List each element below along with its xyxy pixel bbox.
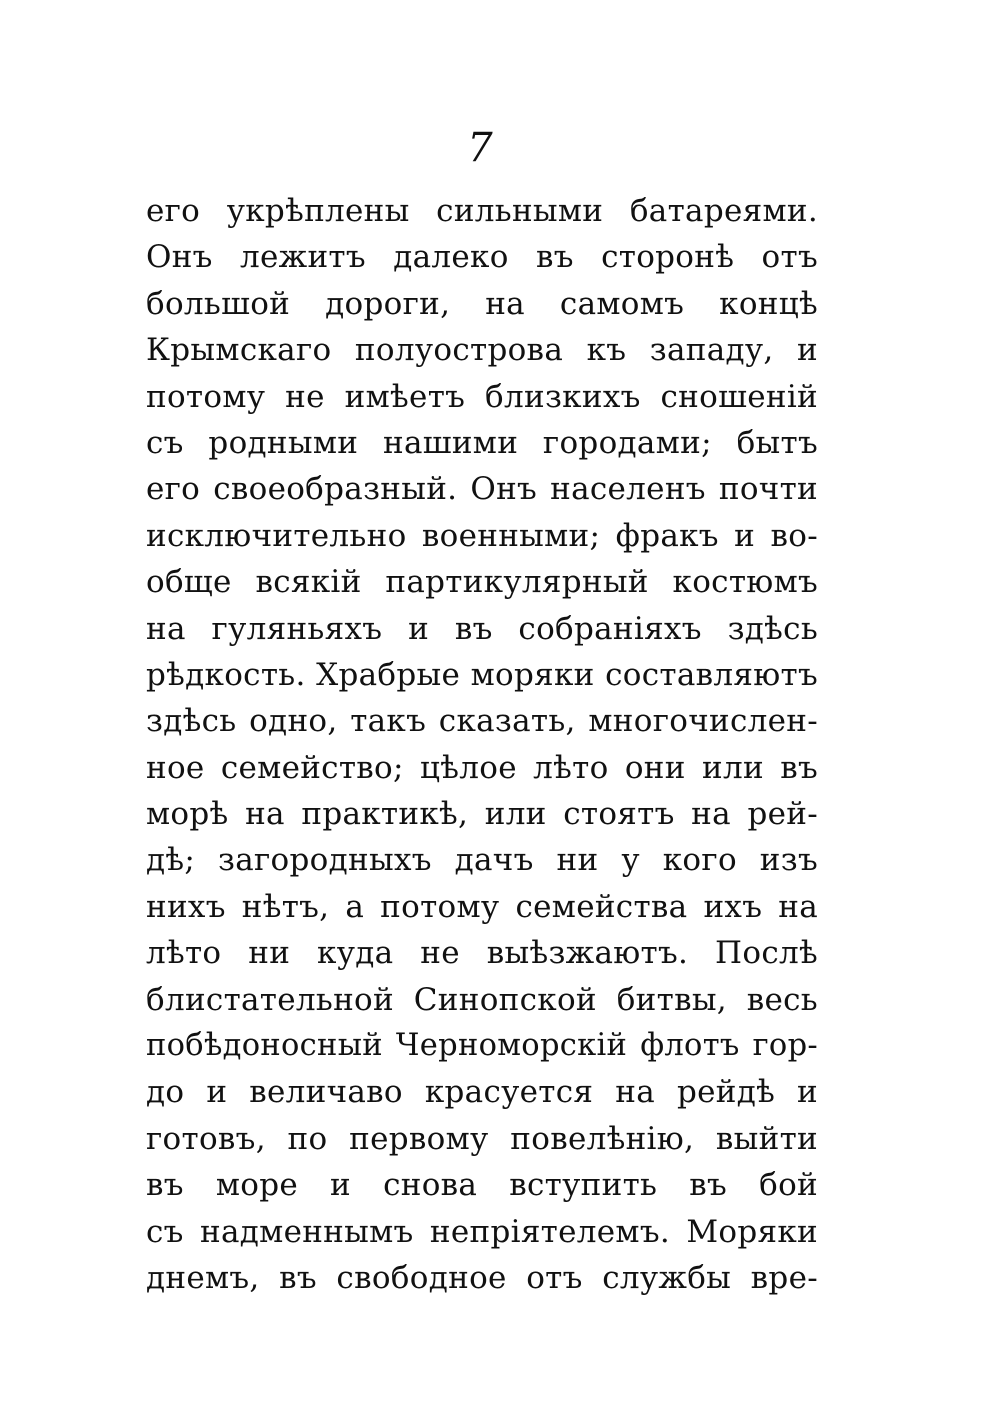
text-line: готовъ, по первому повелѣнію, выйти — [146, 1120, 818, 1157]
text-line: рѣдкость. Храбрые моряки составляютъ — [146, 656, 818, 693]
text-line: морѣ на практикѣ, или стоятъ на рей- — [146, 796, 818, 833]
text-line: здѣсь одно, такъ сказать, многочислен- — [146, 703, 818, 740]
text-line: нихъ нѣтъ, а потому семейства ихъ на — [146, 888, 818, 925]
text-line: днемъ, въ свободное отъ службы вре- — [146, 1259, 818, 1296]
text-line: до и величаво красуется на рейдѣ и — [146, 1074, 818, 1111]
text-line: потому не имѣетъ близкихъ сношеній — [146, 378, 818, 415]
text-line: дѣ; загородныхъ дачъ ни у кого изъ — [146, 842, 818, 879]
page-number: 7 — [467, 125, 493, 171]
text-line: ное семейство; цѣлое лѣто они или въ — [146, 749, 818, 786]
text-line: Крымскаго полуострова къ западу, и — [146, 332, 818, 369]
text-line: на гуляньяхъ и въ собраніяхъ здѣсь — [146, 610, 818, 647]
text-line: съ родными нашими городами; бытъ — [146, 424, 818, 461]
text-line: въ море и снова вступить въ бой — [146, 1167, 818, 1204]
body-text — [146, 188, 818, 1301]
text-line: побѣдоносный Черноморскій флотъ гор- — [146, 1028, 818, 1064]
text-line: обще всякій партикулярный костюмъ — [146, 564, 818, 601]
text-line: лѣто ни куда не выѣзжаютъ. Послѣ — [146, 935, 818, 972]
text-line: его укрѣплены сильными батареями. — [146, 193, 818, 229]
text-line: Онъ лежитъ далеко въ сторонѣ отъ — [146, 239, 818, 276]
text-line: блистательной Синопской битвы, весь — [146, 981, 818, 1018]
text-line: большой дороги, на самомъ концѣ — [146, 285, 818, 322]
text-line: съ надменнымъ непріятелемъ. Моряки — [146, 1213, 818, 1250]
text-line: исключительно военными; фракъ и во- — [146, 517, 818, 554]
text-line: его своеобразный. Онъ населенъ почти — [146, 471, 818, 508]
